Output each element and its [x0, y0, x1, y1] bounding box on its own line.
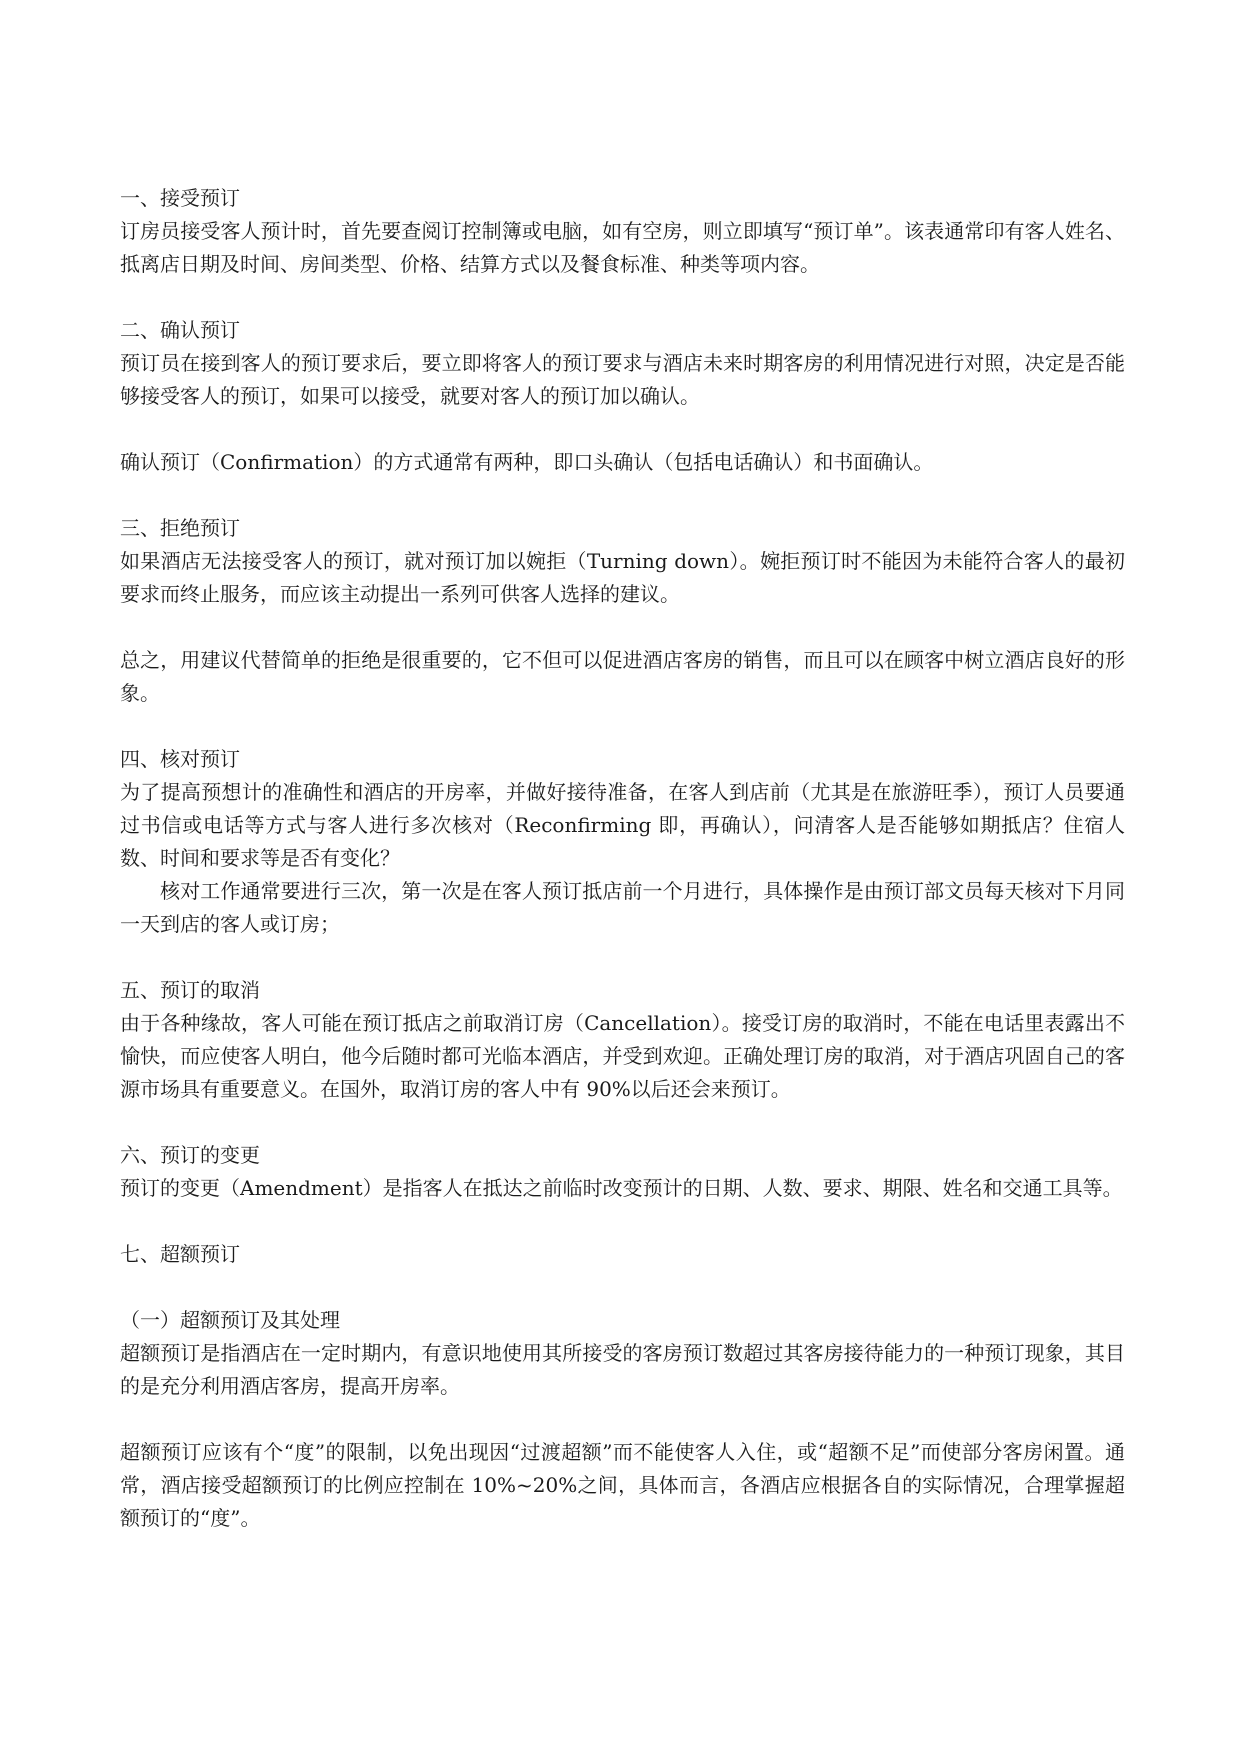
paragraph-spacer	[120, 710, 1125, 743]
section-heading: 四、核对预订	[120, 747, 240, 771]
paragraph-spacer	[120, 1205, 1125, 1238]
section-heading: 一、接受预订	[120, 186, 240, 210]
document-page	[120, 182, 1125, 1535]
body-paragraph: 总之，用建议代替简单的拒绝是很重要的，它不但可以促进酒店客房的销售，而且可以在顾客中树立酒店良好的形象。	[120, 648, 1125, 705]
paragraph-spacer	[120, 479, 1125, 512]
paragraph-spacer	[120, 611, 1125, 644]
section-heading: 二、确认预订	[120, 318, 240, 342]
body-paragraph: 确认预订（Confirmation）的方式通常有两种，即口头确认（包括电话确认）和书面确认。	[120, 450, 934, 474]
body-paragraph: 由于各种缘故，客人可能在预订抵店之前取消订房（Cancellation）。接受订房的取消时，不能在电话里表露出不愉快，而应使客人明白，他今后随时都可光临本酒店，并受到欢迎。正确处理订房的取消，对于酒店巩固自己的客源市场具有重要意义。在国外，取消订房的客人中有 90%以后还会来预订。	[120, 1011, 1125, 1101]
paragraph-spacer	[120, 281, 1125, 314]
body-paragraph: 如果酒店无法接受客人的预订，就对预订加以婉拒（Turning down）。婉拒预订时不能因为未能符合客人的最初要求而终止服务，而应该主动提出一系列可供客人选择的建议。	[120, 549, 1125, 606]
section-heading: 七、超额预订	[120, 1242, 240, 1266]
body-paragraph: 为了提高预想计的准确性和酒店的开房率，并做好接待准备，在客人到店前（尤其是在旅游旺季），预订人员要通过书信或电话等方式与客人进行多次核对（Reconfirming 即，再确认），问清客人是否能够如期抵店？住宿人数、时间和要求等是否有变化？	[120, 780, 1125, 870]
paragraph-spacer	[120, 413, 1125, 446]
section-heading: 三、拒绝预订	[120, 516, 240, 540]
section-heading: 五、预订的取消	[120, 978, 260, 1002]
section-heading: 六、预订的变更	[120, 1143, 260, 1167]
section-heading: （一）超额预订及其处理	[120, 1308, 340, 1332]
body-paragraph: 预订员在接到客人的预订要求后，要立即将客人的预订要求与酒店未来时期客房的利用情况进行对照，决定是否能够接受客人的预订，如果可以接受，就要对客人的预订加以确认。	[120, 351, 1125, 408]
paragraph-spacer	[120, 1403, 1125, 1436]
paragraph-spacer	[120, 941, 1125, 974]
body-paragraph: 订房员接受客人预计时，首先要查阅订控制簿或电脑，如有空房，则立即填写“预订单”。该表通常印有客人姓名、抵离店日期及时间、房间类型、价格、结算方式以及餐食标准、种类等项内容。	[120, 219, 1125, 276]
paragraph-spacer	[120, 1271, 1125, 1304]
body-paragraph: 超额预订是指酒店在一定时期内，有意识地使用其所接受的客房预订数超过其客房接待能力的一种预订现象，其目的是充分利用酒店客房，提高开房率。	[120, 1341, 1125, 1398]
body-paragraph: 超额预订应该有个“度”的限制，以免出现因“过渡超额”而不能使客人入住，或“超额不足”而使部分客房闲置。通常，酒店接受超额预订的比例应控制在 10%~20%之间，具体而言，各酒店应根据各自的实际情况，合理掌握超额预订的“度”。	[120, 1440, 1125, 1530]
body-paragraph: 预订的变更（Amendment）是指客人在抵达之前临时改变预计的日期、人数、要求、期限、姓名和交通工具等。	[120, 1176, 1123, 1200]
paragraph-spacer	[120, 1106, 1125, 1139]
body-paragraph: 核对工作通常要进行三次，第一次是在客人预订抵店前一个月进行，具体操作是由预订部文员每天核对下月同一天到店的客人或订房；	[120, 879, 1125, 936]
